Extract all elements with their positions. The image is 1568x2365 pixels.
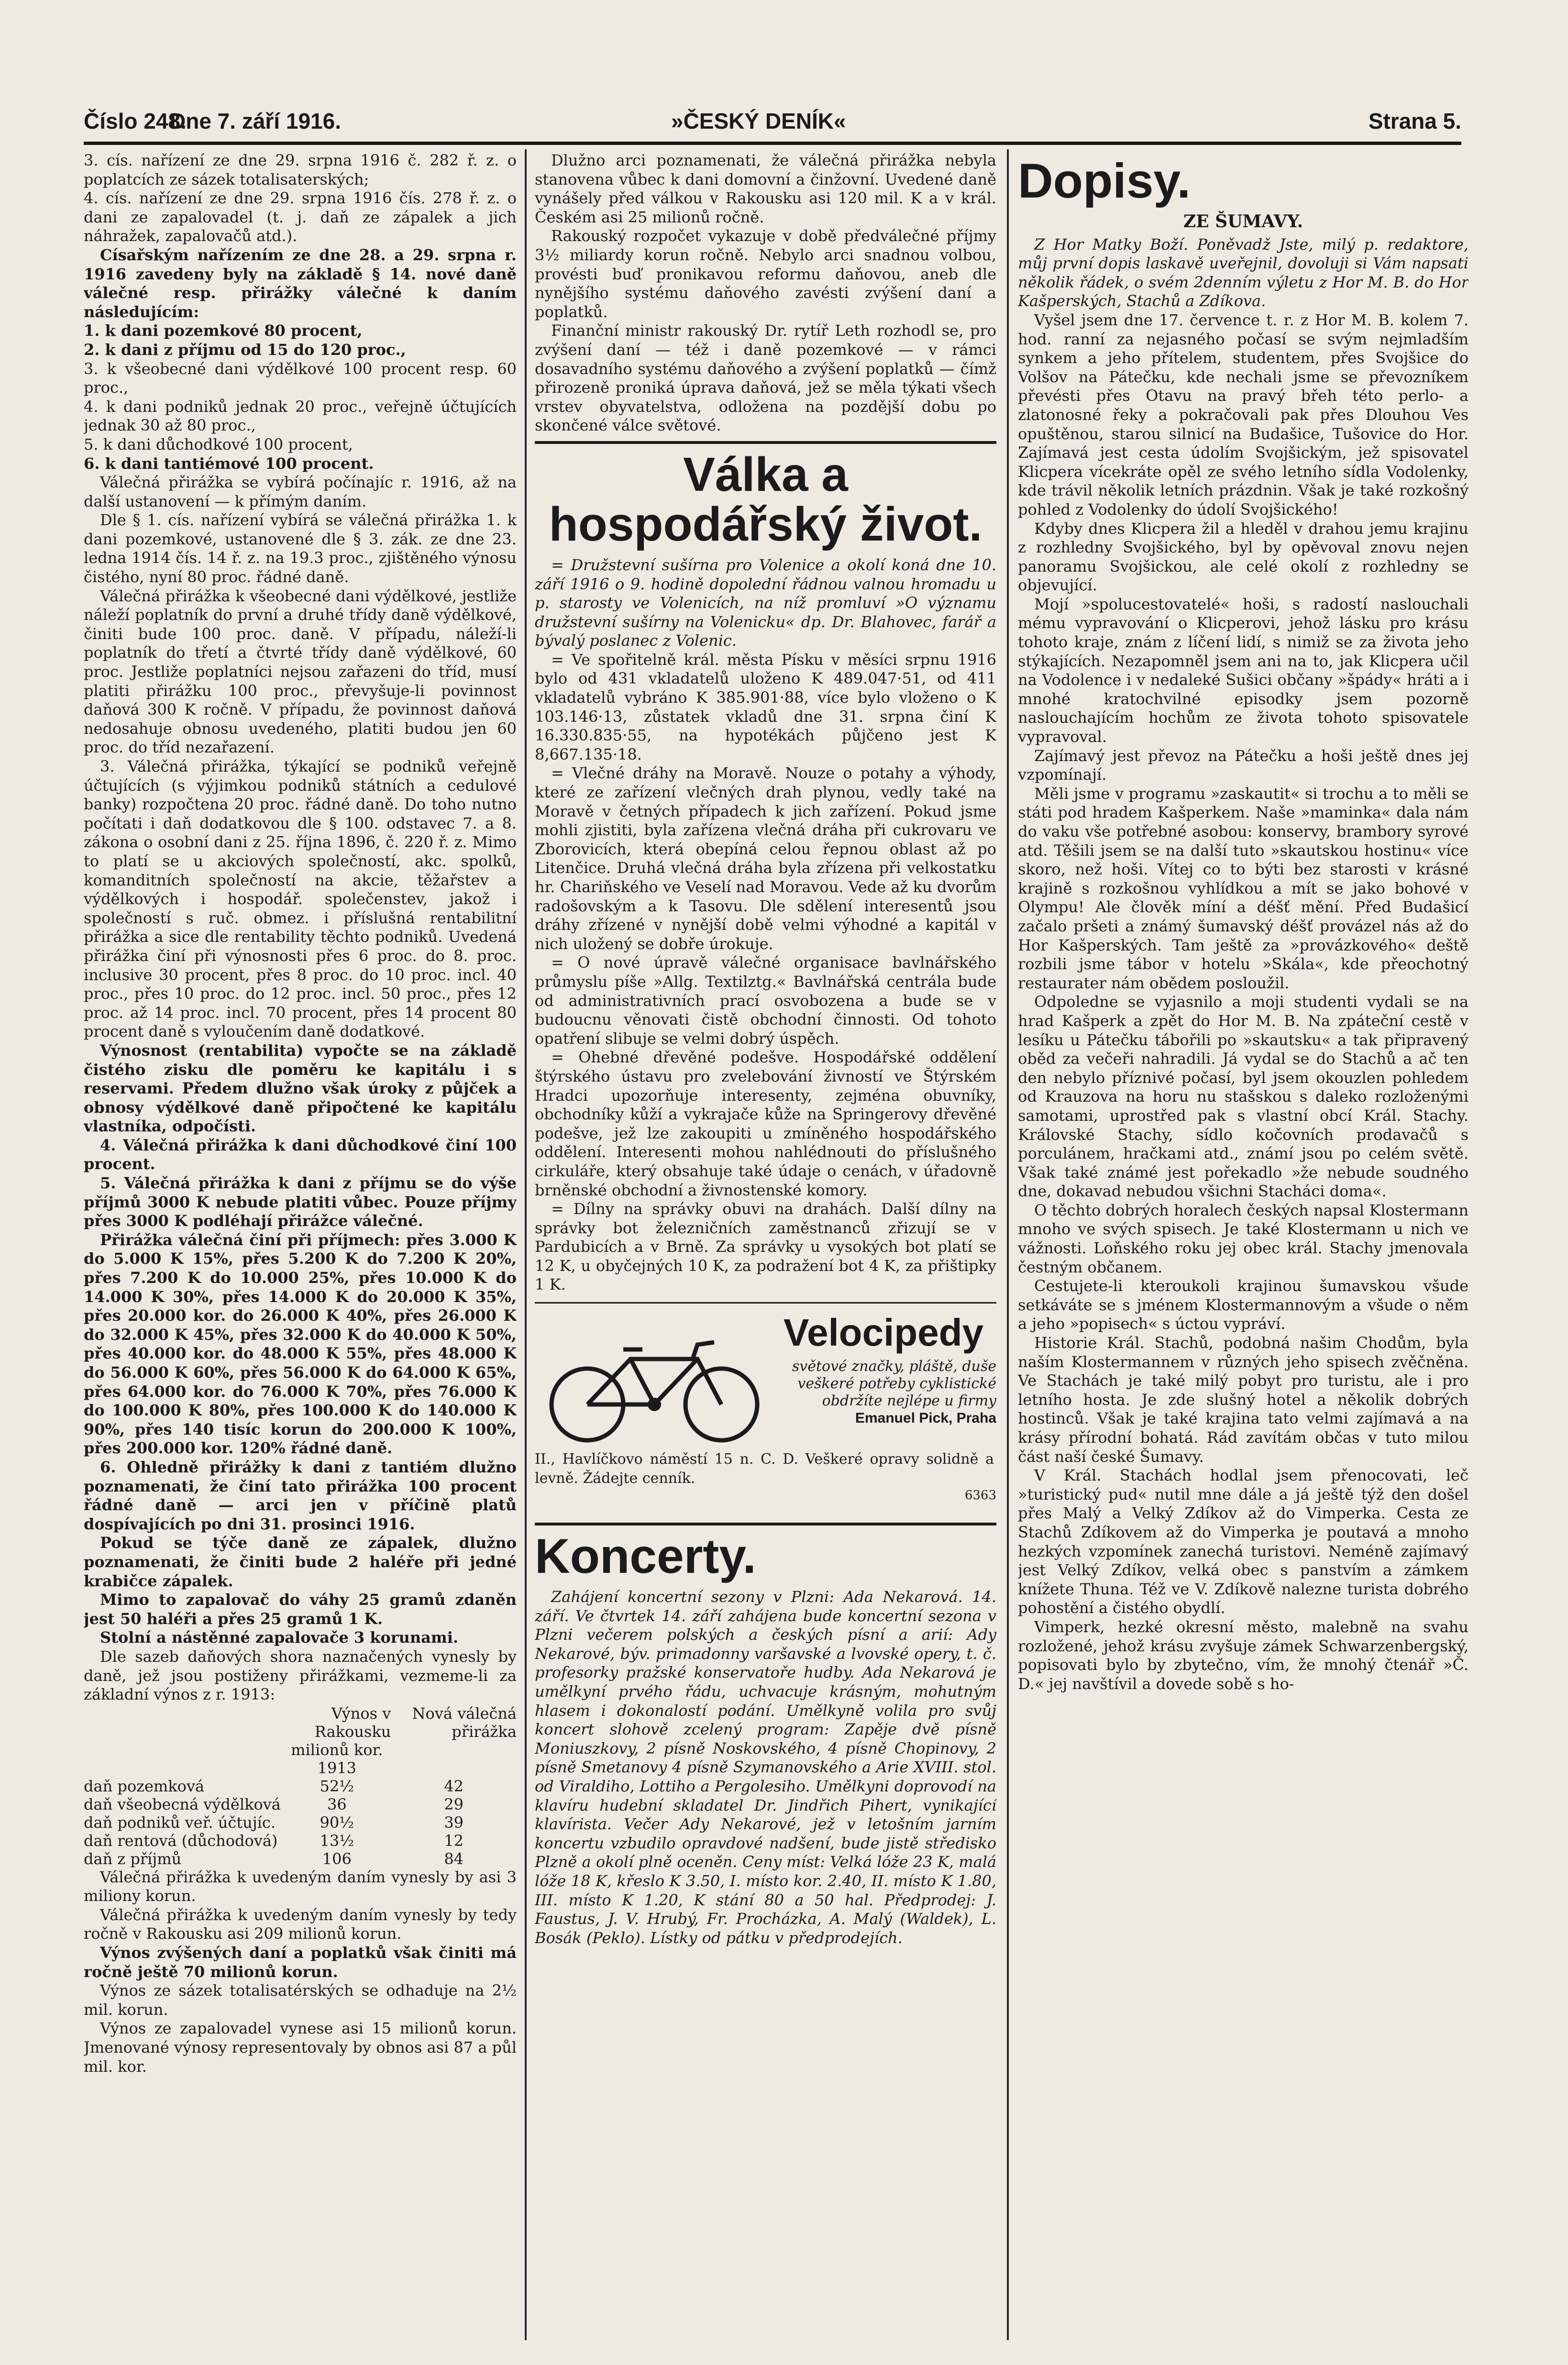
table-cell: daň pozemková bbox=[84, 1777, 205, 1795]
paragraph: Dle § 1. cís. nařízení vybírá se válečná přirážka 1. k dani pozemkové, ustanovené dle § 3. zák. ze dne 23. ledna 1914 čís. 14 ř. z. na 19.3 proc., zjištěného výnosu čistého, nyní 80 proc. řádné daně. bbox=[84, 511, 517, 586]
paragraph: 3. cís. nařízení ze dne 29. srpna 1916 č. 282 ř. z. o poplatcích ze sázek totalisaterských; bbox=[84, 151, 517, 188]
paragraph: Cestujete-li kteroukoli krajinou šumavskou všude setkáváte se s jménem Klostermannovým a všude o něm a jeho »popisech« s úctou vypráví. bbox=[1018, 1277, 1469, 1333]
table-cell: daň rentová (důchodová) bbox=[84, 1831, 278, 1850]
column-2 bbox=[535, 151, 996, 2337]
paragraph: Odpoledne se vyjasnilo a moji studenti vydali se na hrad Kašperk a zpět do Hor M. B. Na zpáteční cestě v lesíku u Pátečku tábořili po »skautsku« a tak připravený oběd za večeři nahradili. Já vydal se do Stachů a ač ten den nebylo příznivé počasí, byl jsem okouzlen pohledem od Krauzova na horu nu stašskou s daleko rozloženými samotami, uprostřed pak s vlastní obcí Král. Stachy. Královské Stachy, sídlo kočovních prodavačů s porculánem, hračkami atd., známí jsou po celém světě. Však také známé jest pořekadlo »že nebude soudného dne, dokavad nebudou všichni Stacháci doma«. bbox=[1018, 993, 1469, 1201]
table-cell: 52½ bbox=[320, 1777, 354, 1795]
paragraph: Výnos ze sázek totalisatérských se odhaduje na 2½ mil. korun. bbox=[84, 1981, 517, 2019]
list-item: 2. k dani z příjmu od 15 do 120 proc., bbox=[84, 340, 406, 359]
table-cell: 29 bbox=[444, 1795, 464, 1813]
section-rule bbox=[535, 441, 996, 444]
table-cell: 106 bbox=[322, 1849, 352, 1868]
ad-number: 6363 bbox=[964, 1488, 996, 1503]
paragraph: Kdyby dnes Klicpera žil a hleděl v drahou jemu krajinu z rozhledny Svojšického, byl by opěvoval znovu nejen panoramu Svojšickou, ale celé okolí z rozhledny se objevující. bbox=[1018, 519, 1469, 595]
table-header: 1913 bbox=[317, 1758, 357, 1777]
table-cell: daň z příjmů bbox=[84, 1849, 182, 1868]
paragraph: Rakouský rozpočet vykazuje v době předválečné příjmy 3½ miliardy korun ročně. Nebylo arci snadnou volbou, provésti buď pronikavou reformu daňovou, aneb dle nynějšího systému daňového zavésti zvýšení daní a poplatků. bbox=[535, 227, 996, 321]
letter-subtitle: ZE ŠUMAVY. bbox=[1183, 211, 1303, 232]
news-item: = Vlečné dráhy na Moravě. Nouze o potahy a výhody, které ze zařízení vlečných drah plynou, vedly také na Moravě v četných případech k jich zařízení. Pokud jsme mohli zjistiti, byla zařízena vlečná dráha při cukrovaru ve Zborovicích, která obepíná celou řepnou oblast až po Litenčice. Druhá vlečná dráha byla zřízena při velkostatku hr. Chariňského ve Veselí nad Moravou. Vede až ku dvorům radošovským a k Tasovu. Dle sdělení interesentů jsou dráhy zřízené v nynější době velmi výhodné a kapitál v nich uložený se dobře úrokuje. bbox=[535, 764, 996, 953]
paragraph: Výnosnost (rentabilita) vypočte se na základě čistého zisku dle poměru ke kapitálu i s reservami. Předem dlužno však úroky z půjček a obnosy výdělkové daně připočtené ke kapitálu vlastníka, odpočísti. bbox=[84, 1041, 517, 1136]
column-3 bbox=[1018, 151, 1469, 2337]
paragraph: Zajímavý jest převoz na Pátečku a hoši ještě dnes jej vzpomínají. bbox=[1018, 746, 1469, 784]
paragraph: Mojí »spolucestovatelé« hoši, s radostí naslouchali mému vypravování o Klicperovi, jehož lásku pro krásu tohoto kraje, znám z líčení lidí, s nimiž se za života jeho stýkajících. Nezapomněl jsem ani na to, jak Klicpera učil na Vodolence i v nedaleké Sušici občany »špády« hráti a i mnohé kratochvilné episodky jsem pozorně naslouchajícím hochům ze života tohoto spisovatele vypravoval. bbox=[1018, 595, 1469, 746]
news-item: = O nové úpravě válečné organisace bavlnářského průmyslu píše »Allg. Textilztg.« Bavlnářská centrála bude od administrativních prací osvobozena a bude se v budoucnu věnovati čistě obchodní činnosti. Od tohoto opatření slibuje se velmi dobrý úspěch. bbox=[535, 953, 996, 1048]
paragraph: Výnos ze zapalovadel vynese asi 15 milionů korun. Jmenované výnosy representovaly by obnos asi 87 a půl mil. kor. bbox=[84, 2019, 517, 2076]
section-title-concerts: Koncerty. bbox=[535, 1529, 756, 1584]
ad-top-rule bbox=[535, 1302, 996, 1304]
table-cell: 12 bbox=[444, 1831, 464, 1850]
paragraph: Císařským nařízením ze dne 28. a 29. srpna r. 1916 zavedeny byly na základě § 14. nové daně válečné resp. přirážky válečné k daním následujícím: bbox=[84, 245, 517, 321]
ad-tagline-text: světové značky, pláště, duše veškeré potřeby cyklistické obdržíte nejlépe u firmy bbox=[792, 1358, 996, 1410]
paragraph: O těchto dobrých horalech českých napsal Klostermann mnoho ve svých spisech. Je také Klostermann u nich ve vážnosti. Loňského roku jej obec král. Stachy jmenovala čestným občanem. bbox=[1018, 1201, 1469, 1276]
paragraph: 5. Válečná přirážka k dani z příjmu se do výše příjmů 3000 K nebude platiti vůbec. Pouze příjmy přes 3000 K podléhají přirážce válečné. bbox=[84, 1174, 517, 1230]
revenue-table bbox=[84, 1704, 517, 1868]
table-row bbox=[84, 1850, 517, 1868]
paragraph: Stolní a nástěnné zapalovače 3 korunami. bbox=[100, 1628, 459, 1647]
table-header: Výnos v Rakousku bbox=[314, 1704, 391, 1741]
ad-address: II., Havlíčkovo náměstí 15 n. C. D. Veškeré opravy solidně a levně. Žádejte cenník. bbox=[535, 1451, 994, 1487]
table-header: Nová válečná přirážka bbox=[412, 1704, 517, 1741]
table-row bbox=[84, 1795, 517, 1813]
masthead-title: »ČESKÝ DENÍK« bbox=[671, 109, 846, 133]
bicycle-advertisement bbox=[535, 1311, 996, 1517]
paragraph: Dle sazeb daňových shora naznačených vynesly by daně, jež jsou postiženy přirážkami, vezmeme-li za základní výnos z r. 1913: bbox=[84, 1647, 517, 1704]
section-rule bbox=[535, 1523, 996, 1525]
issue-date: Dne 7. září 1916. bbox=[170, 109, 341, 133]
list-item: 3. k všeobecné dani výdělkové 100 procent resp. 60 proc., bbox=[84, 359, 517, 397]
column-divider-2 bbox=[1007, 149, 1009, 2340]
paragraph: Historie Král. Stachů, podobná našim Chodům, byla naším Klostermannem v různých jeho spisech zvěčněna. Ve Stachách je také milý pobyt pro turistu, ale i pro letního hosta. Je zde slušný hotel a několik dobrých hostinců. Však je také krajina tato velmi zajímavá a na krásy přírodní bohatá. Rád zavítám občas v tuto milou část naší české Šumavy. bbox=[1018, 1334, 1469, 1466]
table-cell: daň podniků veř. účtujíc. bbox=[84, 1813, 276, 1832]
paragraph: Vimperk, hezké okresní město, malebně na svahu rozložené, jehož krásu zvyšuje zámek Schwarzenbergský, popisovati bylo by zbytečno, vím, že mnohý čtenář »Č. D.« jej navštívil a dovede sobě s ho- bbox=[1018, 1617, 1469, 1693]
paragraph: Finanční ministr rakouský Dr. rytíř Leth rozhodl se, pro zvýšení daní — též i daně pozemkové — v rámci dosavadního systému daňového a zvýšení poplatků — čímž přirozeně proniká úprava daňová, jež se měla týkati všech vrstev obyvatelstva, odložena na pozdější dobu po skončené válce světové. bbox=[535, 321, 996, 435]
table-cell: 90½ bbox=[320, 1813, 354, 1832]
paragraph: Z Hor Matky Boží. Poněvadž Jste, milý p. redaktore, můj první dopis laskavě uveřejnil, dovoluji si Vám napsati několik řádek, o svém 2denním výletu z Hor M. B. do Hor Kašperských, Stachů a Zdíkova. bbox=[1018, 235, 1469, 310]
paragraph: Výnos zvýšených daní a poplatků však činiti má ročně ještě 70 milionů korun. bbox=[84, 1944, 517, 1981]
table-cell: daň všeobecná výdělková bbox=[84, 1795, 281, 1813]
header-rule bbox=[84, 142, 1461, 145]
news-item: = Dílny na správky obuvi na drahách. Další dílny na správky bot železničních zaměstnanců zřizují se v Pardubicích a v Brně. Za správky u vysokých bot platí se 12 K, u obyčejných 10 K, za podražení bot 4 K, za přištipky 1 K. bbox=[535, 1200, 996, 1294]
news-item: = Ohebné dřevěné podešve. Hospodářské oddělení štýrského ústavu pro zvelebování živností ve Štýrském Hradci upozorňuje interesenty, zejména obuvníky, obchodníky kůží a vykrajače kůže na Springerovy dřevěné podešve, jež lze zakoupiti u zmíněného hospodářského oddělení. Interesenti mohou nahlédnouti do příslušného cirkuláře, který obsahuje také údaje o cenách, v úřadovně brněnské obchodní a živnostenské komory. bbox=[535, 1048, 996, 1199]
table-header: milionů kor. bbox=[291, 1740, 383, 1759]
table-cell: 36 bbox=[327, 1795, 347, 1813]
paragraph: 4. Válečná přirážka k dani důchodkové činí 100 procent. bbox=[84, 1136, 517, 1173]
list-item: 1. k dani pozemkové 80 procent, bbox=[84, 321, 363, 340]
paragraph: V Král. Stachách hodlal jsem přenocovati, leč »turistický pud« nutil mne dále a já ještě týž den došel přes Malý a Velký Zdíkov až do Vimperka. Cesta ze Stachů Zdíkovem až do Vimperka je poutavá a mnoho hezkých vzpomínek zanechá turistovi. Neméně zajímavý jest Velký Zdíkov, velká obec s panstvím a zámkem knížete Thuna. Též ve V. Zdíkově nalezne turista dobrého pohostění a čistého obydlí. bbox=[1018, 1466, 1469, 1617]
list-item: 6. k dani tantiémové 100 procent. bbox=[84, 454, 374, 473]
table-row bbox=[84, 1832, 517, 1850]
table-row bbox=[84, 1813, 517, 1832]
column-divider-1 bbox=[525, 149, 527, 2340]
paragraph: Měli jsme v programu »zaskautit« si trochu a to měli se státi pod hradem Kašperkem. Naše »maminka« dala nám do vaku vše potřebné asobou: konservy, brambory syrové atd. Těšili jsem se na další tuto »skautskou hostinu« více skoro, než hoši. Vítej co to býti bez starosti v krásné krajině s rozkošnou vyhlídkou a mít se jako bohové v Olympu! Ale člověk míní a déšť mění. Před Budašicí začalo pršeti a známý šumavský déšť provázel nás až do Hor Kašperských. Tam ještě za »provázkového« deště rozbili jsme tábor v hotelu »Skála«, kde přeochotný restaurater nám obědem posloužil. bbox=[1018, 784, 1469, 992]
table-cell: 13½ bbox=[320, 1831, 354, 1850]
table-row bbox=[84, 1777, 517, 1795]
ad-tagline bbox=[776, 1358, 996, 1427]
issue-number: Číslo 248. bbox=[84, 109, 187, 133]
ad-firm-name: Emanuel Pick, Praha bbox=[855, 1410, 996, 1426]
list-item: 5. k dani důchodkové 100 procent, bbox=[84, 435, 353, 453]
table-cell: 42 bbox=[444, 1777, 464, 1795]
paragraph: Pokud se týče daně ze zápalek, dlužno poznamenati, že činiti bude 2 haléře při jedné krabičce zápalek. bbox=[84, 1534, 517, 1590]
paragraph: Válečná přirážka k uvedeným daním vynesly by asi 3 miliony korun. bbox=[84, 1868, 517, 1905]
table-cell: 39 bbox=[444, 1813, 464, 1832]
paragraph: Dlužno arci poznamenati, že válečná přirážka nebyla stanovena vůbec k dani domovní a činžovní. Uvedené daně vynášely před válkou v Rakousku asi 120 mil. K a v král. Českém asi 25 milionů ročně. bbox=[535, 151, 996, 226]
list-item: 4. k dani podniků jednak 20 proc., veřejně účtujících jednak 30 až 80 proc., bbox=[84, 397, 517, 435]
paragraph: Válečná přirážka k uvedeným daním vynesly by tedy ročně v Rakousku asi 209 milionů korun. bbox=[84, 1905, 517, 1943]
ad-title: Velocipedy bbox=[784, 1311, 983, 1354]
paragraph: Vyšel jsem dne 17. července t. r. z Hor M. B. kolem 7. hod. ranní za nejasného počasí se svým nejmladším synkem a jeho přítelem, studentem, přes Svojšice do Volšov na Pátečku, kde nechali jsme se převozníkem převésti přes Otavu na pravý břeh této perlo- a zlatonosné řeky a pokračovali pak přes Dlouhou Ves opuštěnou, starou silnicí na Budašice, Tušovice do Hor. Zajímavá jest cesta údolím Svojšickým, jež spisovatel Klicpera vícekráte opěl ze svého letního sídla Vodolenky, kde trávil několik letních prázdnin. Však je také rozkošný pohled z Vodolenky do údolí Svojšického! bbox=[1018, 310, 1469, 519]
paragraph: 4. cís. nařízení ze dne 29. srpna 1916 čís. 278 ř. z. o dani ze zapalovadel (t. j. daň ze zápalek a jich náhražek, zapalovačů atd.). bbox=[84, 189, 517, 245]
paragraph: 3. Válečná přirážka, týkající se podniků veřejně účtujících (s výjimkou podniků státních a cedulové banky) rozpočtena 20 proc. řádné daně. Do toho nutno počítati i daň dodatkovou dle § 100. odstavec 7. a 8. zákona o osobní dani z 25. října 1896, č. 220 ř. z. Mimo to platí se u akciových společností, akc. spolků, komanditních společností na akcie, těžařstev a výdělkových i hospodář. společenstev, jakož i společností s ruč. obmez. i příslušná rentabilitní přirážka a sice dle rentability těchto podniků. Uvedená přirážka činí při výnosnosti přes 6 proc. do 8. proc. inclusive 30 procent, přes 8 proc. do 10 proc. incl. 40 proc., přes 10 proc. do 12 proc. incl. 50 proc., přes 12 proc. až 14 proc. incl. 70 procent, přes 14 procent 80 procent daně s vyloučením daně dodatkové. bbox=[84, 757, 517, 1041]
news-item: = Družstevní sušírna pro Volenice a okolí koná dne 10. září 1916 o 9. hodině dopolední řádnou valnou hromadu u p. starosty ve Volenicích, na níž promluví »O významu družstevní sušírny na Volenicku« dp. Dr. Blahovec, farář a bývalý poslanec z Volenic. bbox=[535, 555, 996, 650]
bicycle-icon bbox=[535, 1326, 774, 1445]
paragraph: Válečná přirážka k všeobecné dani výdělkové, jestliže náleží poplatník do první a druhé třídy daně výdělkové, činiti bude 100 proc. daně. V případu, náleží-li poplatník do třetí a čtvrté třídy daně výdělkové, 60 proc. Jestliže poplatníci nejsou zařazeni do tříd, musí platiti přirážku 100 proc., převyšuje-li povinnost daňová 300 K ročně. V případu, že povinnost daňová nedosahuje obnosu uvedeného, platiti budou jen 60 proc. do tříd nezařazení. bbox=[84, 586, 517, 757]
column-1 bbox=[84, 151, 517, 2337]
page-header bbox=[84, 108, 1461, 142]
paragraph: Zahájení koncertní sezony v Plzni: Ada Nekarová. 14. září. Ve čtvrtek 14. září zahájena bude koncertní sezona v Plzni večerem polských a českých písní a arií: Ady Nekarové, býv. primadonny varšavské a lvovské opery, t. č. profesorky pražské konservatoře hudby. Ada Nekarová je umělkyní prvého řádu, uchvacuje krásným, mohutným hlasem i dokonalostí podání. Umělkyně volila pro svůj koncert slohově zcelený program: Zapěje dvě písně Moniuszkovy, 2 písně Noskovského, 4 písně Chopinovy, 2 písně Smetanovy 4 písně Szymanovského a Arie XVIII. stol. od Viraldiho, Lottiho a Pergolesiho. Umělkyni doprovodí na klavíru hudební skladatel Dr. Jindřich Pihert, vynikající klavírista. Večer Ady Nekarové, jež v letošním jarním koncertu vzbudilo opravdové nadšení, bude jistě středisko Plzně a okolí plně oceněn. Ceny míst: Velká lóže 23 K, malá lóže 18 K, křeslo K 3.50, I. místo kor. 2.40, II. místo K 1.80, III. místo K 1.20, K stání 80 a 50 hal. Předprodej: J. Faustus, J. V. Hrubý, Fr. Procházka, A. Malý (Waldek), L. Bosák (Peklo). Lístky od pátku v předprodejích. bbox=[535, 1588, 996, 1947]
section-title-letters: Dopisy. bbox=[1018, 154, 1191, 208]
page-number: Strana 5. bbox=[1368, 109, 1461, 133]
paragraph: Přirážka válečná činí při příjmech: přes 3.000 K do 5.000 K 15%, přes 5.200 K do 7.200 K 20%, přes 7.200 K do 10.000 25%, přes 10.000 K do 14.000 K 30%, přes 14.000 K do 20.000 K 35%, přes 20.000 kor. do 26.000 K 40%, přes 26.000 K do 32.000 K 45%, přes 32.000 K do 40.000 K 50%, přes 40.000 kor. do 48.000 K 55%, přes 48.000 K do 56.000 K 60%, přes 56.000 K do 64.000 K 65%, přes 64.000 kor. do 76.000 K 70%, přes 76.000 K do 100.000 K 80%, přes 100.000 K do 140.000 K 90%, přes 140 tisíc korun do 200.000 K 100%, přes 200.000 kor. 120% řádné daně. bbox=[84, 1230, 517, 1458]
section-title-economy: Válka a hospodářský život. bbox=[549, 447, 983, 551]
tax-list bbox=[84, 321, 517, 473]
news-item: = Ve spořitelně král. města Písku v měsíci srpnu 1916 bylo od 431 vkladatelů uloženo K 489.047·51, od 411 vkladatelů vybráno K 385.901·88, více bylo vloženo o K 103.146·13, zůstatek vkladů dne 31. srpna činí K 16.330.835·55, na hypotékách půjčeno jest K 8,667.135·18. bbox=[535, 650, 996, 763]
paragraph: Válečná přirážka se vybírá počínajíc r. 1916, až na další ustanovení — k přímým daním. bbox=[84, 473, 517, 510]
paragraph: 6. Ohledně přirážky k dani z tantiém dlužno poznamenati, že činí tato přirážka 100 procent řádné daně — arci jen v příčině platů dospívajících po dni 31. prosinci 1916. bbox=[84, 1458, 517, 1533]
paragraph: Mimo to zapalovač do váhy 25 gramů zdaněn jest 50 haléři a přes 25 gramů 1 K. bbox=[84, 1591, 517, 1628]
table-cell: 84 bbox=[444, 1849, 464, 1868]
